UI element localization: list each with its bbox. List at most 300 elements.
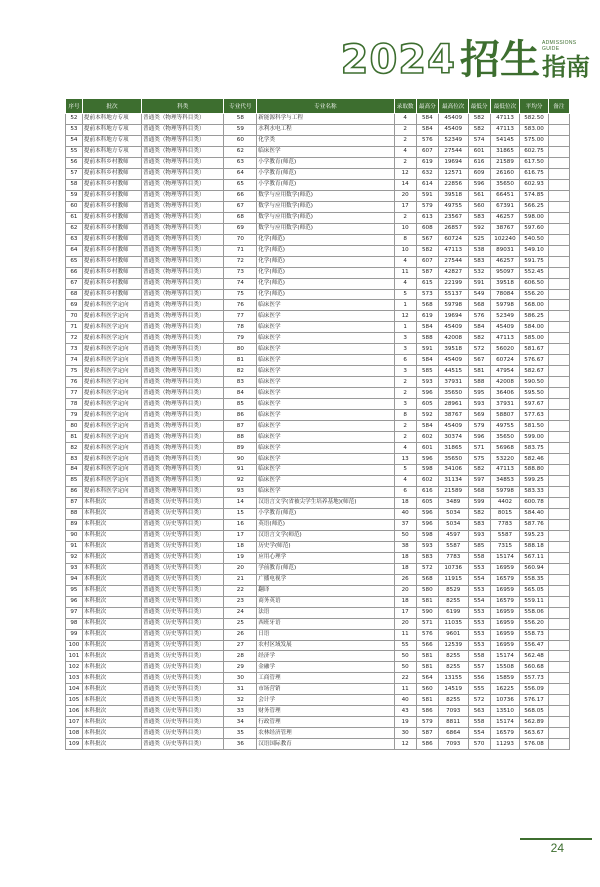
cell-category: 普通类（物理等科目类） — [142, 278, 224, 289]
cell-min-rank: 5587 — [490, 530, 520, 541]
cell-seq: 65 — [66, 256, 83, 267]
cell-major-name: 英语(师范) — [257, 519, 394, 530]
cell-batch: 提前本科医学定向 — [82, 475, 141, 486]
cell-avg-score: 549.10 — [520, 245, 549, 256]
cell-seq: 107 — [66, 717, 83, 728]
cell-note — [548, 114, 569, 125]
cell-seq: 58 — [66, 179, 83, 190]
cell-min-rank: 7315 — [490, 541, 520, 552]
cell-category: 普通类（物理等科目类） — [142, 135, 224, 146]
cell-note — [548, 146, 569, 157]
cell-seq: 97 — [66, 607, 83, 618]
cell-avg-score: 602.75 — [520, 146, 549, 157]
cell-major-name: 临床医学 — [257, 410, 394, 421]
cell-max-rank: 35650 — [438, 388, 468, 399]
cell-min-rank: 16959 — [490, 585, 520, 596]
cell-avg-score: 574.85 — [520, 190, 549, 201]
cell-major-name: 翻译 — [257, 585, 394, 596]
cell-min-score: 553 — [468, 629, 490, 640]
cell-min-score: 553 — [468, 640, 490, 651]
cell-note — [548, 432, 569, 443]
cell-min-score: 582 — [468, 114, 490, 125]
cell-batch: 提前本科医学定向 — [82, 377, 141, 388]
cell-max-rank: 12539 — [438, 640, 468, 651]
cell-max-rank: 14519 — [438, 684, 468, 695]
cell-note — [548, 519, 569, 530]
cell-major-code: 63 — [224, 157, 257, 168]
cell-admitted: 55 — [394, 640, 416, 651]
cell-avg-score: 595.23 — [520, 530, 549, 541]
cell-min-rank: 16959 — [490, 607, 520, 618]
cell-min-rank: 37931 — [490, 399, 520, 410]
cell-avg-score: 599.25 — [520, 475, 549, 486]
cell-min-score: 601 — [468, 146, 490, 157]
cell-batch: 本科批次 — [82, 651, 141, 662]
cell-avg-score: 582.67 — [520, 366, 549, 377]
table-row — [66, 179, 570, 190]
cell-max-rank: 8529 — [438, 585, 468, 596]
cell-avg-score: 600.78 — [520, 497, 549, 508]
cell-max-score: 584 — [416, 355, 438, 366]
cell-batch: 提前本科地方专项 — [82, 114, 141, 125]
column-header: 最高位次 — [438, 99, 468, 114]
table-row — [66, 618, 570, 629]
cell-category: 普通类（历史等科目类） — [142, 684, 224, 695]
cell-major-code: 73 — [224, 267, 257, 278]
cell-max-score: 588 — [416, 333, 438, 344]
cell-category: 普通类（物理等科目类） — [142, 486, 224, 497]
cell-min-score: 592 — [468, 223, 490, 234]
cell-admitted: 22 — [394, 673, 416, 684]
cell-category: 普通类（物理等科目类） — [142, 267, 224, 278]
cell-batch: 本科批次 — [82, 508, 141, 519]
cell-seq: 103 — [66, 673, 83, 684]
cell-category: 普通类（历史等科目类） — [142, 552, 224, 563]
cell-min-score: 556 — [468, 673, 490, 684]
cell-seq: 84 — [66, 465, 83, 476]
cell-min-score: 584 — [468, 322, 490, 333]
cell-max-rank: 11035 — [438, 618, 468, 629]
cell-category: 普通类（历史等科目类） — [142, 574, 224, 585]
cell-max-rank: 5034 — [438, 508, 468, 519]
cell-category: 普通类（物理等科目类） — [142, 311, 224, 322]
cell-seq: 85 — [66, 475, 83, 486]
cell-avg-score: 552.45 — [520, 267, 549, 278]
cell-major-name: 历史学(师范) — [257, 541, 394, 552]
cell-min-rank: 60724 — [490, 355, 520, 366]
cell-min-score: 563 — [468, 706, 490, 717]
cell-avg-score: 584.00 — [520, 322, 549, 333]
cell-note — [548, 311, 569, 322]
cell-admitted: 18 — [394, 552, 416, 563]
cell-min-rank: 46257 — [490, 256, 520, 267]
cell-min-rank: 16959 — [490, 629, 520, 640]
cell-batch: 提前本科地方专项 — [82, 146, 141, 157]
cell-major-name: 农村区域发展 — [257, 640, 394, 651]
cell-note — [548, 366, 569, 377]
cell-major-name: 临床医学 — [257, 454, 394, 465]
table-row — [66, 322, 570, 333]
cell-avg-score: 566.25 — [520, 201, 549, 212]
cell-max-rank: 19694 — [438, 157, 468, 168]
cell-category: 普通类（物理等科目类） — [142, 190, 224, 201]
cell-major-code: 69 — [224, 223, 257, 234]
cell-max-score: 581 — [416, 695, 438, 706]
cell-note — [548, 124, 569, 135]
cell-seq: 101 — [66, 651, 83, 662]
table-row — [66, 157, 570, 168]
cell-avg-score: 540.50 — [520, 234, 549, 245]
cell-admitted: 50 — [394, 530, 416, 541]
cell-seq: 64 — [66, 245, 83, 256]
table-row — [66, 366, 570, 377]
cell-category: 普通类（历史等科目类） — [142, 662, 224, 673]
cell-major-name: 临床医学 — [257, 366, 394, 377]
cell-avg-score: 586.25 — [520, 311, 549, 322]
cell-seq: 95 — [66, 585, 83, 596]
cell-major-code: 59 — [224, 124, 257, 135]
cell-major-code: 67 — [224, 201, 257, 212]
cell-batch: 提前本科乡村教师 — [82, 234, 141, 245]
cell-major-name: 水利水电工程 — [257, 124, 394, 135]
cell-max-score: 572 — [416, 563, 438, 574]
cell-admitted: 2 — [394, 135, 416, 146]
cell-note — [548, 717, 569, 728]
cell-major-code: 33 — [224, 706, 257, 717]
cell-min-score: 593 — [468, 399, 490, 410]
column-header: 科类 — [142, 99, 224, 114]
cell-admitted: 4 — [394, 443, 416, 454]
cell-min-score: 572 — [468, 695, 490, 706]
cell-major-name: 化学(师范) — [257, 289, 394, 300]
cell-max-rank: 38767 — [438, 410, 468, 421]
cell-min-score: 538 — [468, 245, 490, 256]
cell-category: 普通类（物理等科目类） — [142, 124, 224, 135]
cell-major-code: 58 — [224, 114, 257, 125]
cell-major-name: 行政管理 — [257, 717, 394, 728]
cell-major-name: 化学(师范) — [257, 245, 394, 256]
cell-category: 普通类（历史等科目类） — [142, 497, 224, 508]
cell-min-rank: 53220 — [490, 454, 520, 465]
column-header: 备注 — [548, 99, 569, 114]
cell-category: 普通类（历史等科目类） — [142, 563, 224, 574]
cell-min-score: 568 — [468, 300, 490, 311]
cell-note — [548, 640, 569, 651]
cell-max-score: 581 — [416, 662, 438, 673]
cell-min-score: 558 — [468, 651, 490, 662]
cell-min-score: 583 — [468, 256, 490, 267]
cell-avg-score: 588.80 — [520, 465, 549, 476]
cell-major-name: 商务英语 — [257, 596, 394, 607]
cell-max-score: 616 — [416, 486, 438, 497]
cell-avg-score: 581.67 — [520, 344, 549, 355]
cell-max-score: 560 — [416, 684, 438, 695]
cell-max-score: 598 — [416, 530, 438, 541]
cell-seq: 86 — [66, 486, 83, 497]
cell-seq: 94 — [66, 574, 83, 585]
cell-admitted: 2 — [394, 377, 416, 388]
cell-avg-score: 585.00 — [520, 333, 549, 344]
cell-note — [548, 739, 569, 750]
cell-seq: 77 — [66, 388, 83, 399]
cell-major-name: 临床医学 — [257, 344, 394, 355]
cell-major-code: 88 — [224, 432, 257, 443]
cell-note — [548, 607, 569, 618]
cell-max-rank: 27544 — [438, 146, 468, 157]
cell-seq: 91 — [66, 541, 83, 552]
cell-avg-score: 576.17 — [520, 695, 549, 706]
cell-category: 普通类（物理等科目类） — [142, 114, 224, 125]
cell-max-score: 580 — [416, 585, 438, 596]
cell-avg-score: 557.73 — [520, 673, 549, 684]
cell-max-score: 607 — [416, 146, 438, 157]
cell-max-score: 614 — [416, 179, 438, 190]
cell-min-score: 571 — [468, 443, 490, 454]
cell-note — [548, 245, 569, 256]
cell-admitted: 18 — [394, 596, 416, 607]
cell-min-rank: 15174 — [490, 717, 520, 728]
cell-avg-score: 558.06 — [520, 607, 549, 618]
cell-major-name: 临床医学 — [257, 399, 394, 410]
cell-major-code: 26 — [224, 629, 257, 640]
cell-admitted: 20 — [394, 585, 416, 596]
cell-category: 普通类（物理等科目类） — [142, 322, 224, 333]
table-row — [66, 465, 570, 476]
cell-note — [548, 322, 569, 333]
cell-major-code: 79 — [224, 333, 257, 344]
cell-category: 普通类（物理等科目类） — [142, 399, 224, 410]
cell-note — [548, 410, 569, 421]
cell-admitted: 18 — [394, 563, 416, 574]
table-row — [66, 629, 570, 640]
cell-batch: 提前本科医学定向 — [82, 300, 141, 311]
cell-avg-score: 576.08 — [520, 739, 549, 750]
cell-max-score: 582 — [416, 245, 438, 256]
cell-seq: 76 — [66, 377, 83, 388]
cell-note — [548, 355, 569, 366]
cell-avg-score: 563.67 — [520, 728, 549, 739]
column-header: 最低位次 — [490, 99, 520, 114]
table-row — [66, 377, 570, 388]
cell-seq: 73 — [66, 344, 83, 355]
cell-min-rank: 49755 — [490, 421, 520, 432]
cell-max-score: 584 — [416, 421, 438, 432]
table-row — [66, 706, 570, 717]
cell-category: 普通类（历史等科目类） — [142, 618, 224, 629]
cell-min-score: 581 — [468, 366, 490, 377]
cell-avg-score: 597.60 — [520, 223, 549, 234]
cell-batch: 本科批次 — [82, 640, 141, 651]
cell-major-code: 27 — [224, 640, 257, 651]
cell-seq: 66 — [66, 267, 83, 278]
cell-category: 普通类（历史等科目类） — [142, 629, 224, 640]
cell-avg-score: 567.11 — [520, 552, 549, 563]
cell-max-rank: 39518 — [438, 190, 468, 201]
cell-major-name: 农林经济管理 — [257, 728, 394, 739]
cell-major-code: 29 — [224, 662, 257, 673]
cell-category: 普通类（历史等科目类） — [142, 519, 224, 530]
cell-max-rank: 8255 — [438, 596, 468, 607]
cell-max-rank: 21589 — [438, 486, 468, 497]
cell-min-score: 609 — [468, 168, 490, 179]
cell-batch: 本科批次 — [82, 574, 141, 585]
cell-seq: 54 — [66, 135, 83, 146]
cell-category: 普通类（历史等科目类） — [142, 706, 224, 717]
cell-seq: 56 — [66, 157, 83, 168]
cell-major-code: 74 — [224, 278, 257, 289]
cell-min-rank: 95097 — [490, 267, 520, 278]
cell-admitted: 50 — [394, 662, 416, 673]
cell-max-rank: 7093 — [438, 706, 468, 717]
cell-note — [548, 541, 569, 552]
cell-min-score: 569 — [468, 410, 490, 421]
cell-max-score: 584 — [416, 322, 438, 333]
cell-min-score: 555 — [468, 684, 490, 695]
cell-min-rank: 13510 — [490, 706, 520, 717]
cell-category: 普通类（历史等科目类） — [142, 728, 224, 739]
cell-note — [548, 486, 569, 497]
cell-avg-score: 562.89 — [520, 717, 549, 728]
cell-min-score: 596 — [468, 179, 490, 190]
cell-min-rank: 78084 — [490, 289, 520, 300]
cell-min-score: 591 — [468, 278, 490, 289]
cell-min-rank: 102240 — [490, 234, 520, 245]
cell-avg-score: 584.40 — [520, 508, 549, 519]
cell-note — [548, 651, 569, 662]
cell-max-score: 596 — [416, 454, 438, 465]
cell-seq: 90 — [66, 530, 83, 541]
cell-major-name: 市场营销 — [257, 684, 394, 695]
cell-admitted: 12 — [394, 311, 416, 322]
cell-major-name: 临床医学 — [257, 475, 394, 486]
cell-note — [548, 421, 569, 432]
cell-max-rank: 27544 — [438, 256, 468, 267]
cell-min-score: 575 — [468, 454, 490, 465]
cell-min-score: 553 — [468, 618, 490, 629]
table-row — [66, 728, 570, 739]
table-row — [66, 563, 570, 574]
table-row — [66, 530, 570, 541]
cell-category: 普通类（物理等科目类） — [142, 421, 224, 432]
cell-major-code: 20 — [224, 563, 257, 574]
cell-max-rank: 45409 — [438, 322, 468, 333]
cell-major-name: 化学(师范) — [257, 256, 394, 267]
cell-note — [548, 190, 569, 201]
cell-major-name: 化学(师范) — [257, 278, 394, 289]
cell-note — [548, 333, 569, 344]
cell-seq: 55 — [66, 146, 83, 157]
cell-seq: 62 — [66, 223, 83, 234]
cell-batch: 提前本科乡村教师 — [82, 245, 141, 256]
cell-max-score: 596 — [416, 388, 438, 399]
cell-major-code: 65 — [224, 179, 257, 190]
cell-major-name: 小学教育(师范) — [257, 179, 394, 190]
cell-max-rank: 7093 — [438, 739, 468, 750]
cell-major-name: 汉语言文学(师范) — [257, 530, 394, 541]
cell-min-score: 582 — [468, 508, 490, 519]
cell-max-rank: 45409 — [438, 124, 468, 135]
page-number: 24 — [550, 841, 564, 855]
cell-max-score: 619 — [416, 157, 438, 168]
cell-max-rank: 42008 — [438, 333, 468, 344]
cell-note — [548, 377, 569, 388]
cell-major-code: 21 — [224, 574, 257, 585]
cell-batch: 提前本科医学定向 — [82, 443, 141, 454]
cell-min-score: 568 — [468, 486, 490, 497]
cell-avg-score: 559.11 — [520, 596, 549, 607]
table-row — [66, 585, 570, 596]
column-header: 最低分 — [468, 99, 490, 114]
cell-admitted: 17 — [394, 607, 416, 618]
cell-note — [548, 212, 569, 223]
cell-max-rank: 45409 — [438, 114, 468, 125]
cell-max-score: 586 — [416, 706, 438, 717]
cell-major-code: 72 — [224, 256, 257, 267]
cell-category: 普通类（物理等科目类） — [142, 168, 224, 179]
cell-seq: 63 — [66, 234, 83, 245]
cell-major-code: 17 — [224, 530, 257, 541]
table-row — [66, 739, 570, 750]
cell-min-rank: 8015 — [490, 508, 520, 519]
cell-batch: 提前本科乡村教师 — [82, 278, 141, 289]
cell-seq: 96 — [66, 596, 83, 607]
cell-min-rank: 11293 — [490, 739, 520, 750]
cell-avg-score: 556.09 — [520, 684, 549, 695]
table-row — [66, 267, 570, 278]
cell-batch: 本科批次 — [82, 585, 141, 596]
cell-batch: 本科批次 — [82, 673, 141, 684]
cell-min-rank: 54145 — [490, 135, 520, 146]
table-row — [66, 662, 570, 673]
cell-max-score: 598 — [416, 465, 438, 476]
cell-batch: 提前本科乡村教师 — [82, 256, 141, 267]
cell-min-rank: 15174 — [490, 651, 520, 662]
cell-seq: 79 — [66, 410, 83, 421]
cell-min-rank: 67391 — [490, 201, 520, 212]
cell-batch: 提前本科乡村教师 — [82, 157, 141, 168]
header-title: 招生 — [460, 37, 540, 83]
cell-avg-score: 576.67 — [520, 355, 549, 366]
cell-min-score: 558 — [468, 552, 490, 563]
cell-category: 普通类（物理等科目类） — [142, 355, 224, 366]
cell-seq: 61 — [66, 212, 83, 223]
cell-min-score: 582 — [468, 465, 490, 476]
cell-batch: 提前本科医学定向 — [82, 399, 141, 410]
table-row — [66, 574, 570, 585]
cell-admitted: 1 — [394, 300, 416, 311]
cell-category: 普通类（物理等科目类） — [142, 146, 224, 157]
cell-major-name: 应用心理学 — [257, 552, 394, 563]
cell-seq: 89 — [66, 519, 83, 530]
page-header — [340, 34, 590, 83]
cell-major-name: 数学与应用数学(师范) — [257, 190, 394, 201]
cell-min-score: 597 — [468, 475, 490, 486]
cell-max-score: 587 — [416, 267, 438, 278]
cell-min-rank: 15174 — [490, 552, 520, 563]
cell-max-score: 602 — [416, 432, 438, 443]
cell-min-rank: 16959 — [490, 618, 520, 629]
cell-max-rank: 42827 — [438, 267, 468, 278]
cell-note — [548, 179, 569, 190]
cell-seq: 105 — [66, 695, 83, 706]
cell-min-rank: 59798 — [490, 300, 520, 311]
cell-max-score: 590 — [416, 607, 438, 618]
table-row — [66, 552, 570, 563]
cell-batch: 本科批次 — [82, 728, 141, 739]
cell-note — [548, 585, 569, 596]
cell-avg-score: 558.73 — [520, 629, 549, 640]
cell-major-code: 90 — [224, 454, 257, 465]
